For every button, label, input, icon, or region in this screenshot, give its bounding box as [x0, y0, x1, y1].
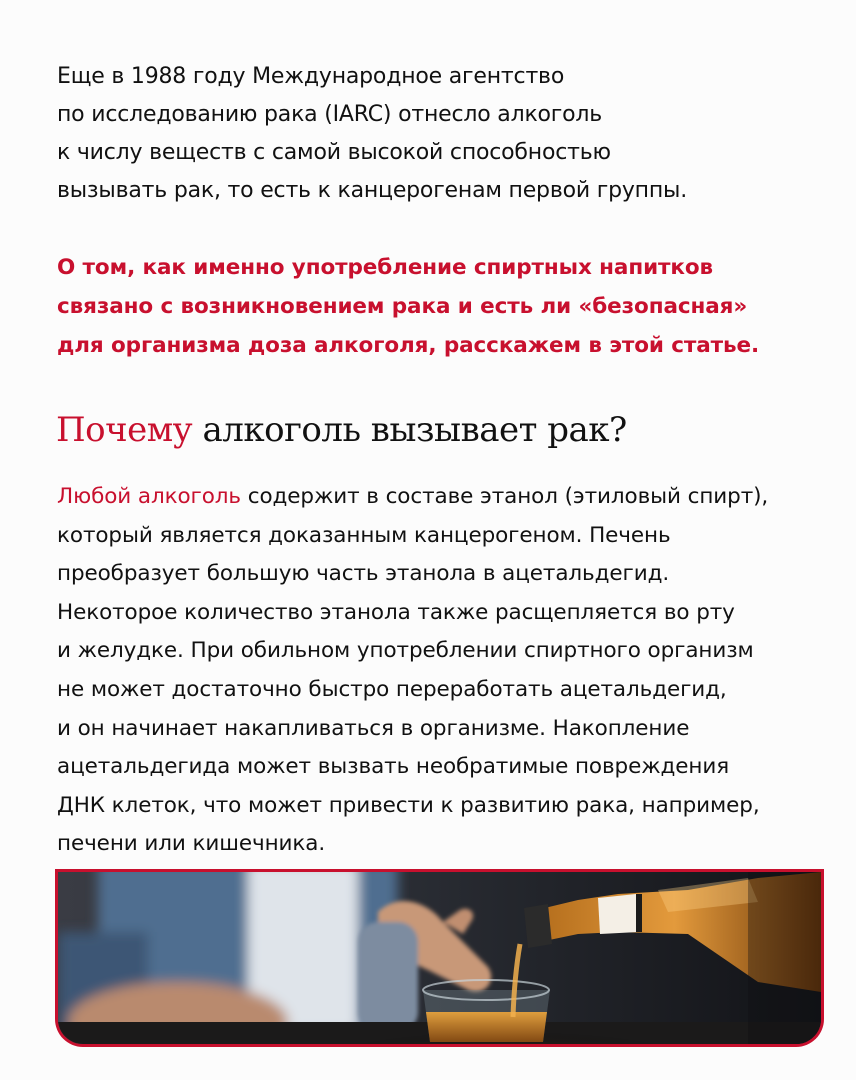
intro-paragraph: [57, 58, 797, 210]
body-accent-phrase: Любой алкоголь: [57, 484, 242, 509]
body-paragraph: [57, 478, 827, 864]
body-line: [57, 478, 827, 517]
intro-line: к числу веществ с самой высокой способностью: [57, 140, 611, 165]
lead-line: для организма доза алкоголя, расскажем в этой статье.: [57, 333, 760, 358]
body-line: ацетальдегида может вызвать необратимые повреждения: [57, 754, 730, 780]
body-line-rest: содержит в составе этанол (этиловый спирт),: [241, 484, 769, 509]
lead-line: О том, как именно употребление спиртных напитков: [57, 255, 714, 280]
section-heading-text: алкоголь вызывает рак?: [192, 410, 627, 450]
body-line: и он начинает накапливаться в организме. Накопление: [57, 715, 690, 741]
lead-paragraph: [57, 248, 827, 365]
article-photo: [55, 872, 824, 1047]
photo-illustration: [58, 872, 821, 1044]
body-line: который является доказанным канцерогеном. Печень: [57, 522, 671, 548]
body-line: не может достаточно быстро переработать ацетальдегид,: [57, 676, 727, 702]
lead-line: связано с возникновением рака и есть ли «безопасная»: [57, 294, 748, 319]
body-line: и желудке. При обильном употреблении спиртного организм: [57, 638, 754, 664]
intro-line: Еще в 1988 году Международное агентство: [57, 64, 565, 89]
section-heading-accent: Почему: [56, 410, 193, 450]
body-line: Некоторое количество этанола также расщепляется во рту: [57, 599, 735, 625]
section-heading: [56, 402, 627, 458]
body-line: печени или кишечника.: [57, 831, 326, 857]
body-line: преобразует большую часть этанола в ацетальдегид.: [57, 561, 670, 587]
intro-line: по исследованию рака (IARC) отнесло алкоголь: [57, 102, 603, 127]
body-line: ДНК клеток, что может привести к развитию рака, например,: [57, 792, 760, 818]
intro-line: вызывать рак, то есть к канцерогенам первой группы.: [57, 178, 688, 203]
